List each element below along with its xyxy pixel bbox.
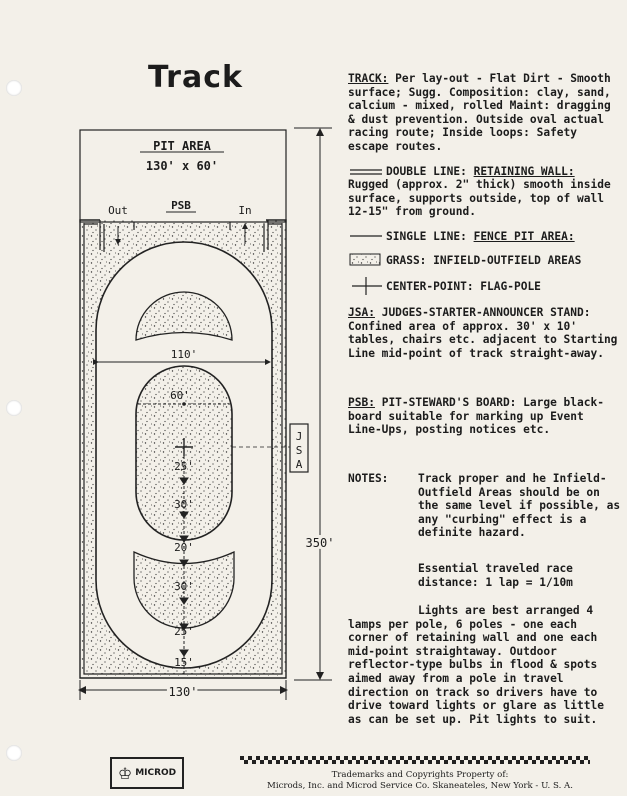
single-line-heading: SINGLE LINE: FENCE PIT AREA: [386, 230, 575, 243]
double-line-text: Rugged (approx. 2" thick) smooth inside surface, supports outside, top of wall 12-15" from ground. [348, 178, 611, 219]
race-distance: Essential traveled race distance: 1 lap = 1/10m [418, 562, 573, 589]
trademark-line-1: Trademarks and Copyrights Property of: [331, 770, 509, 780]
dim-25b-label: 25' [174, 625, 194, 638]
dim-350-arrow-bottom [316, 672, 324, 680]
top-infield-lobe [136, 292, 232, 340]
psb-label: PSB [171, 199, 191, 212]
grass-legend: GRASS: INFIELD-OUTFIELD AREAS [386, 254, 582, 267]
double-line-heading: DOUBLE LINE: RETAINING WALL: [386, 165, 575, 178]
jsa-letter-j: J [295, 430, 303, 443]
microd-logo: ♔ MICROD [110, 757, 184, 789]
dim-15-label: 15' [174, 656, 194, 669]
dim-60-dot [182, 402, 186, 406]
dim-30b-label: 30' [174, 580, 194, 593]
dim-350-arrow-top [316, 128, 324, 136]
dim-20-label: 20' [174, 541, 194, 554]
track-text: Per lay-out - Flat Dirt - Smooth surface; Sugg. Composition: clay, sand, calcium - mixed, rolled Maint: dragging & dust prevention. Outside oval actual racing route; Inside loops: Safety escape routes. [348, 72, 611, 153]
trademark-line-2: Microds, Inc. and Microd Service Co. Skaneateles, New York - U. S. A. [267, 781, 573, 791]
dim-60-label: 60' [170, 389, 190, 402]
dim-130-arrow-left [78, 686, 86, 694]
lights-text: Lights are best arranged 4 lamps per pole, 6 poles - one each corner of retaining wall and one each mid-point straightaway. Outdoor reflector-type bulbs in flood & spots aimed away from a pole in travel direction on track so drivers have to drive toward lights or glare as little as can be set up. Pit lights to suit. [348, 604, 604, 726]
dim-25a-label: 25' [174, 460, 194, 473]
jsa-description: JSA: JUDGES-STARTER-ANNOUNCER STAND: Confined area of approx. 30' x 10' tables, chairs etc. adjacent to Starting Line mid-point of track straight-away. [348, 306, 618, 360]
out-label: Out [108, 204, 128, 217]
jsa-letter-s: S [295, 444, 303, 457]
psb-description: PSB: PIT-STEWARD'S BOARD: Large black-board suitable for marking up Event Line-Ups, posting notices etc. [348, 396, 604, 437]
microd-emblem-icon: ♔ [117, 763, 133, 783]
checkered-flag-rule [240, 756, 590, 764]
jsa-letter-a: A [295, 458, 303, 471]
center-point-legend: CENTER-POINT: FLAG-POLE [386, 280, 541, 293]
notes-text: Track proper and he Infield-Outfield Areas should be on the same level if possible, as any "curbing" effect is a definite hazard. [418, 472, 621, 540]
dim-130-arrow-right [280, 686, 288, 694]
track-description [348, 72, 624, 154]
pit-area-size: 130' x 60' [145, 159, 219, 173]
page-title: Track [148, 60, 243, 95]
height-label: 350' [305, 536, 335, 550]
dim-110-label: 110' [170, 348, 198, 361]
pit-area-label: PIT AREA [153, 139, 211, 153]
in-label: In [238, 204, 252, 217]
dim-30a-label: 30' [174, 498, 194, 511]
track-key: TRACK: [348, 72, 389, 85]
notes-key: NOTES: [348, 472, 389, 485]
width-label: 130' [168, 685, 198, 699]
legend-grass-swatch [350, 254, 380, 265]
